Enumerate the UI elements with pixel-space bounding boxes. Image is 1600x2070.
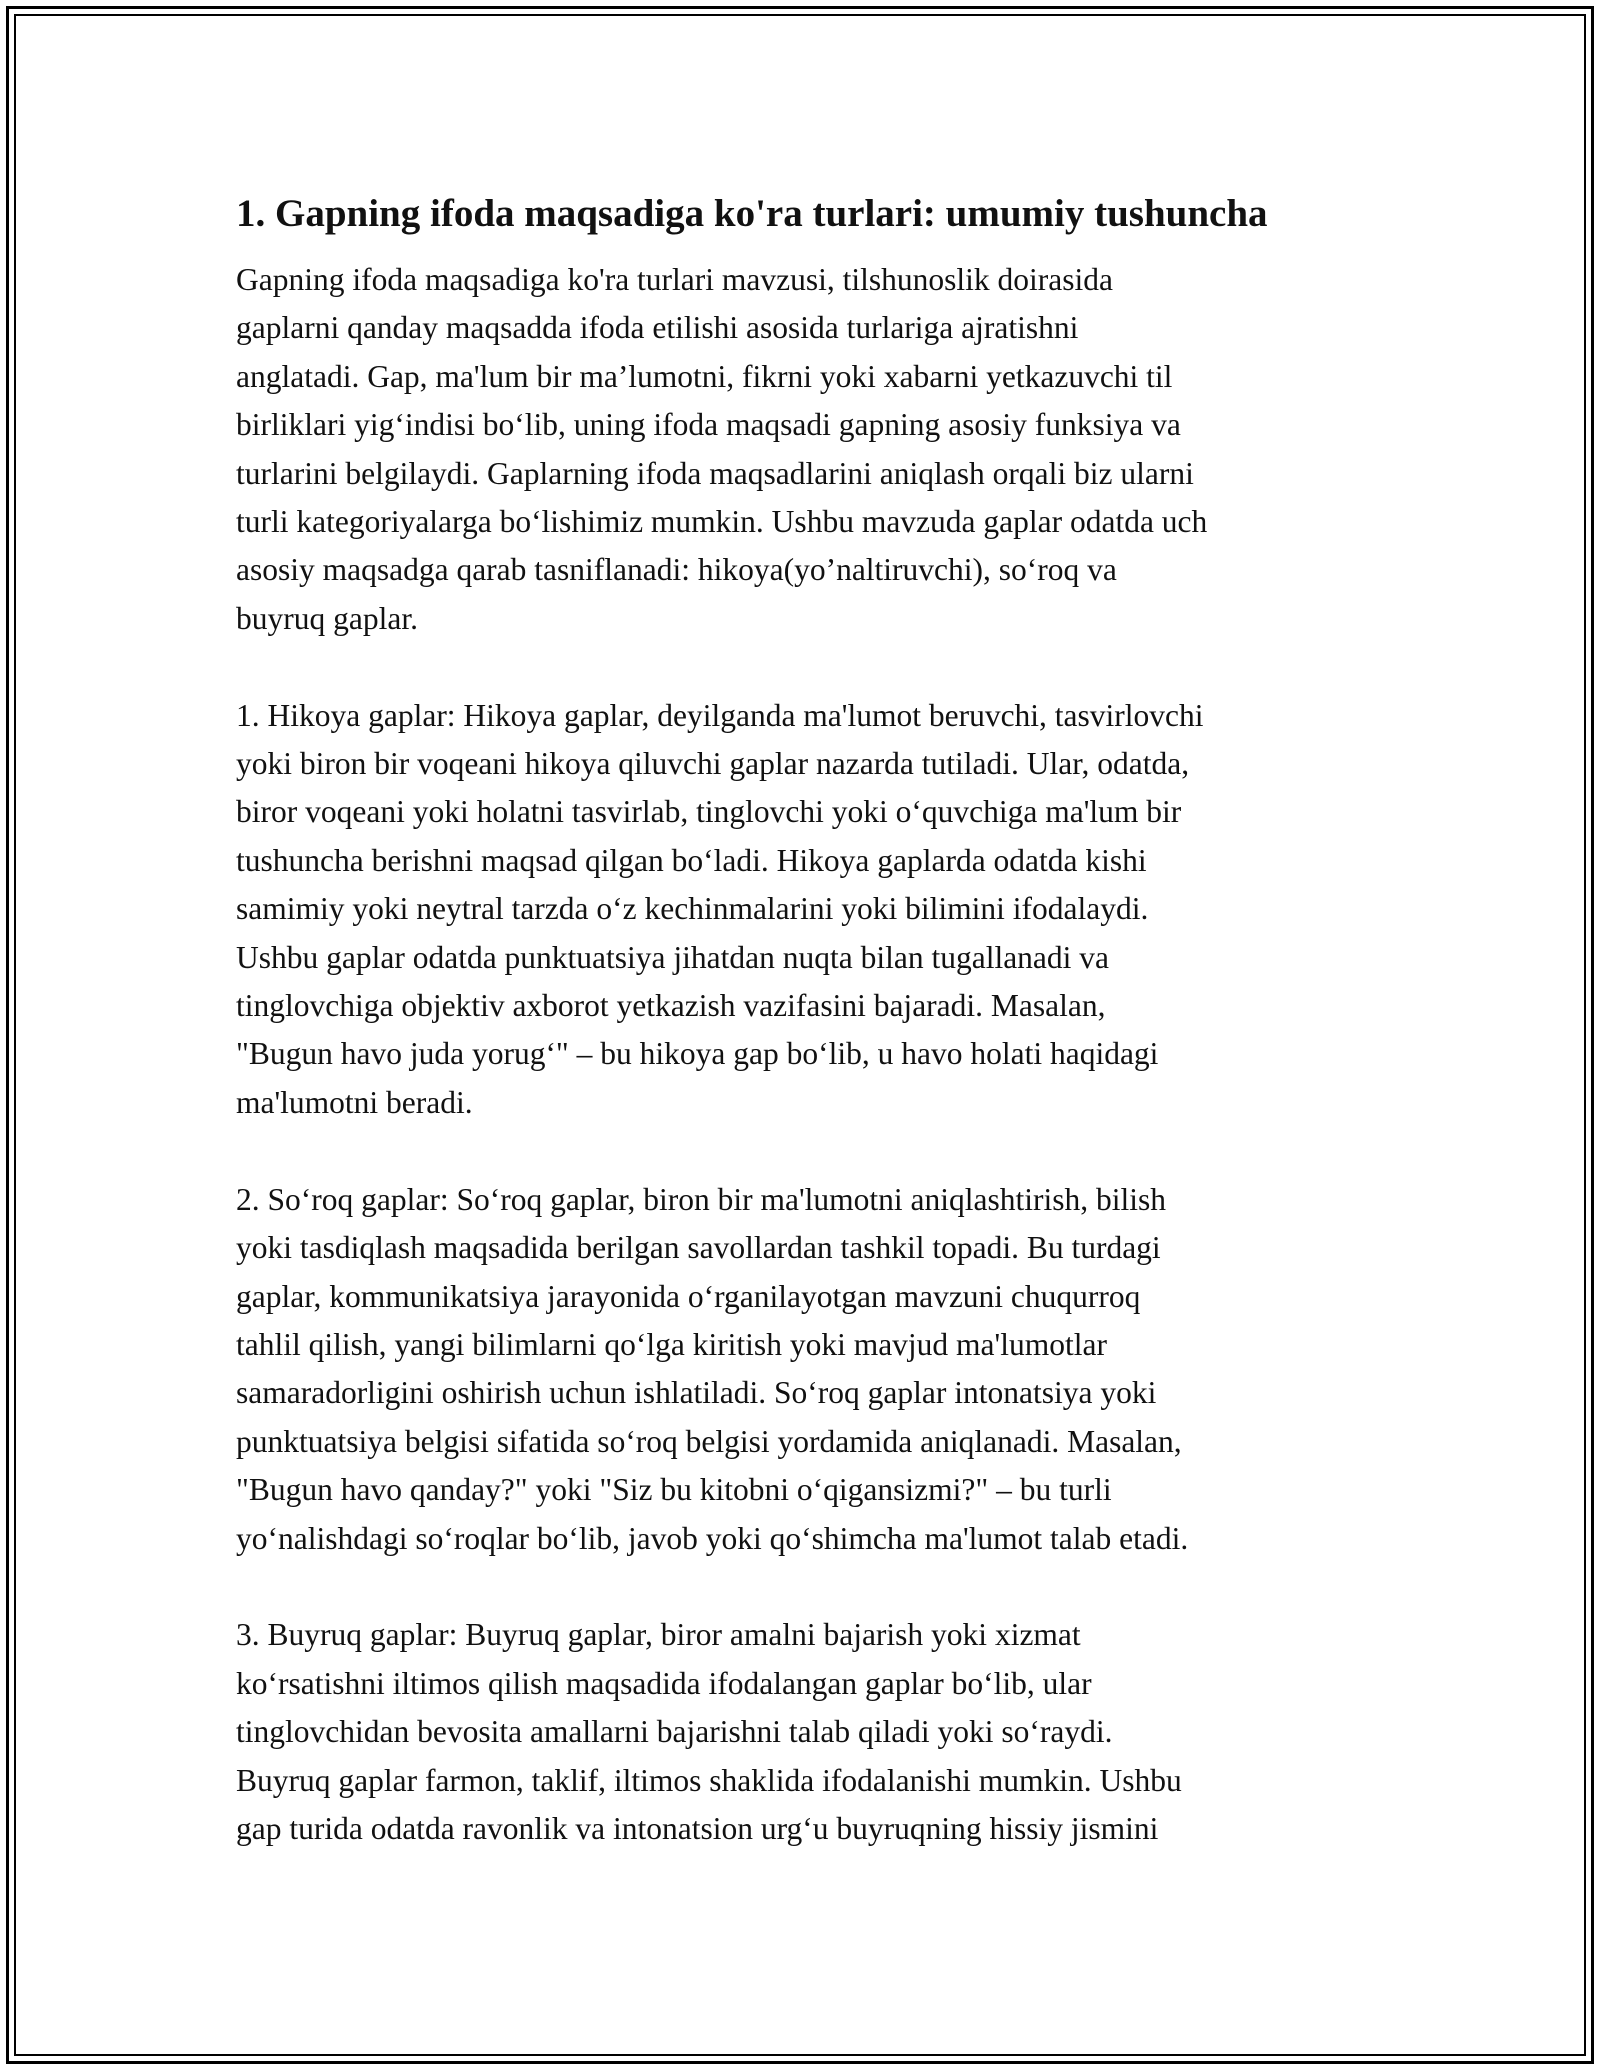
paragraph-soroq-gaplar: 2. So‘roq gaplar: So‘roq gaplar, biron bir ma'lumotni aniqlashtirish, bilish yoki tasdiqlash maqsadida berilgan savollardan tashkil topadi. Bu turdagi gaplar, kommunikatsiya jarayonida o‘rganilayotgan mavzuni chuqurroq tahlil qilish, yangi bilimlarni qo‘lga kiritish yoki mavjud ma'lumotlar samaradorligini oshirish uchun ishlatiladi. So‘roq gaplar intonatsiya yoki punktuatsiya belgisi sifatida so‘roq belgisi yordamida aniqlanadi. Masalan, "Bugun havo qanday?" yoki "Siz bu kitobni o‘qigansizmi?" – bu turli yo‘nalishdagi so‘roqlar bo‘lib, javob yoki qo‘shimcha ma'lumot talab etadi. xyxy=(236,1181,1189,1556)
document-body xyxy=(236,186,1376,1902)
paragraph-intro: Gapning ifoda maqsadiga ko'ra turlari mavzusi, tilshunoslik doirasida gaplarni qanday maqsadda ifoda etilishi asosida turlariga ajratishni anglatadi. Gap, ma'lum bir ma’lumotni, fikrni yoki xabarni yetkazuvchi til birliklari yig‘indisi bo‘lib, uning ifoda maqsadi gapning asosiy funksiya va turlarini belgilaydi. Gaplarning ifoda maqsadlarini aniqlash orqali biz ularni turli kategoriyalarga bo‘lishimiz mumkin. Ushbu mavzuda gaplar odatda uch asosiy maqsadga qarab tasniflanadi: hikoya(yo’naltiruvchi), so‘roq va buyruq gaplar. xyxy=(236,262,1208,636)
paragraph-buyruq-gaplar: 3. Buyruq gaplar: Buyruq gaplar, biror amalni bajarish yoki xizmat ko‘rsatishni iltimos qilish maqsadida ifodalangan gaplar bo‘lib, ular tinglovchidan bevosita amallarni bajarishni talab qiladi yoki so‘raydi. Buyruq gaplar farmon, taklif, iltimos shaklida ifodalanishi mumkin. Ushbu gap turida odatda ravonlik va intonatsion urg‘u buyruqning hissiy jismini xyxy=(236,1617,1182,1846)
section-title: 1. Gapning ifoda maqsadiga ko'ra turlari: umumiy tushuncha xyxy=(236,192,1268,235)
paragraph-hikoya-gaplar: 1. Hikoya gaplar: Hikoya gaplar, deyilganda ma'lumot beruvchi, tasvirlovchi yoki biron bir voqeani hikoya qiluvchi gaplar nazarda tutiladi. Ular, odatda, biror voqeani yoki holatni tasvirlab, tinglovchi yoki o‘quvchiga ma'lum bir tushuncha berishni maqsad qilgan bo‘ladi. Hikoya gaplarda odatda kishi samimiy yoki neytral tarzda o‘z kechinmalarini yoki bilimini ifodalaydi. Ushbu gaplar odatda punktuatsiya jihatdan nuqta bilan tugallanadi va tinglovchiga objektiv axborot yetkazish vazifasini bajaradi. Masalan, "Bugun havo juda yorug‘" – bu hikoya gap bo‘lib, u havo holati haqidagi ma'lumotni beradi. xyxy=(236,697,1204,1120)
